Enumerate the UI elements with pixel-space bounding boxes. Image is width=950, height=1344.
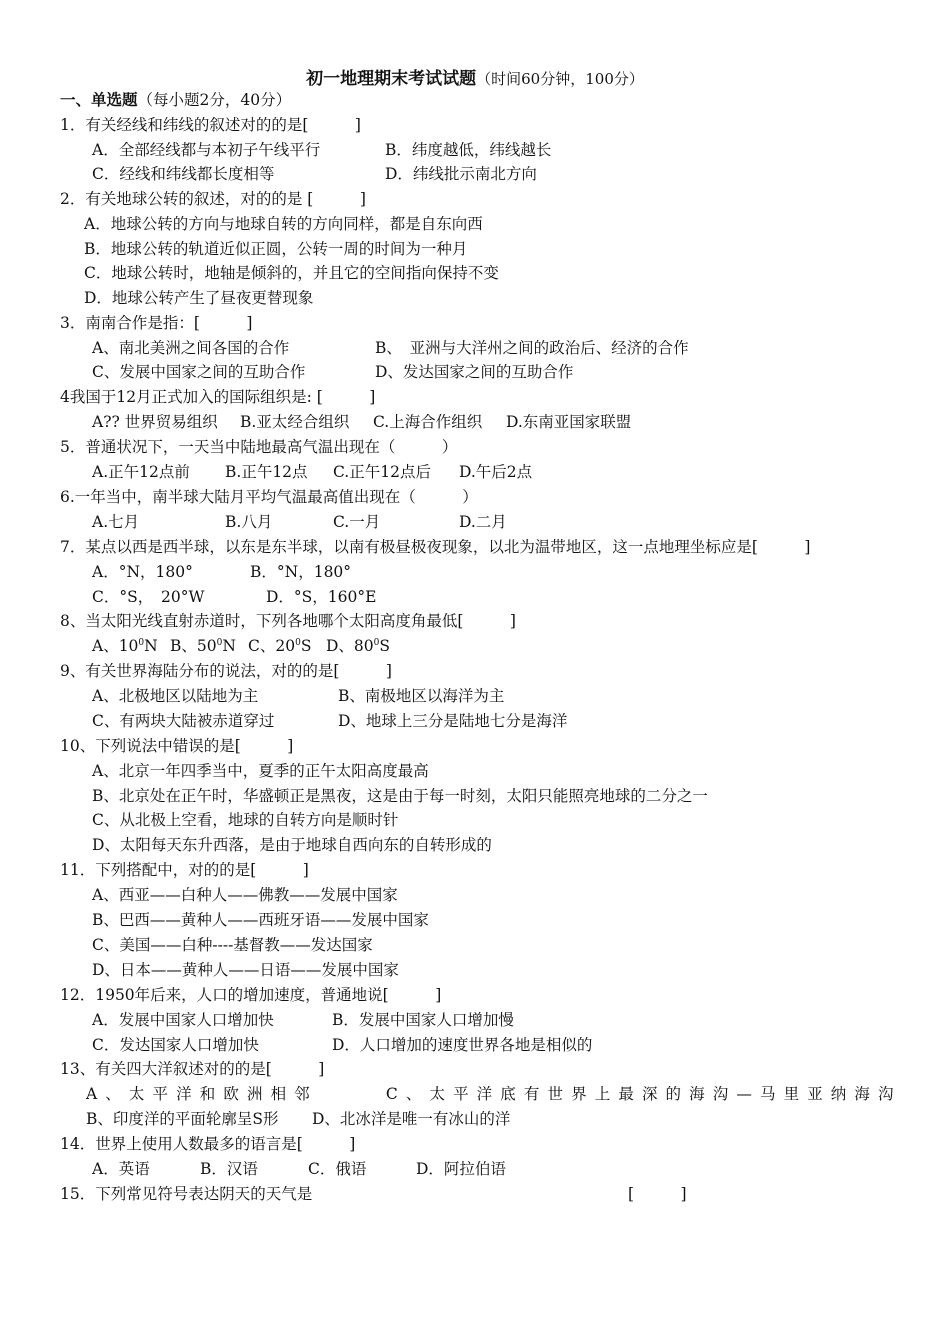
q13-c-char: 亚 xyxy=(807,1085,823,1103)
question-13-options-ac xyxy=(86,1082,894,1106)
section-heading xyxy=(60,88,291,112)
question-14-stem: 14．世界上使用人数最多的语言是[ ] xyxy=(60,1135,356,1153)
q13-gap xyxy=(318,1082,378,1106)
q13-c-char: 深 xyxy=(641,1085,658,1103)
question-1-option-d: D．纬线批示南北方向 xyxy=(385,165,537,183)
q8-c-hemisphere: S xyxy=(300,637,312,655)
question-7-option-d: D．°S，160°E xyxy=(266,588,377,606)
question-9-stem: 9、有关世界海陆分布的说法，对的的是[ ] xyxy=(60,662,392,680)
q13-a-char: 洲 xyxy=(246,1085,263,1103)
q13-c-char: 里 xyxy=(783,1085,800,1103)
q13-a-char: 、 xyxy=(105,1085,121,1103)
question-9-option-c: C、有两块大陆被赤道穿过 xyxy=(92,712,275,730)
q13-c-char: 上 xyxy=(594,1085,611,1103)
question-12-option-d: D．人口增加的速度世界各地是相似的 xyxy=(332,1036,593,1054)
question-6-option-b: B.八月 xyxy=(225,513,273,531)
question-6-option-d: D.二月 xyxy=(459,513,507,531)
question-1-stem: 1．有关经线和纬线的叙述对的的是[ ] xyxy=(60,116,361,134)
question-4-stem: 4我国于12月正式加入的国际组织是: [ ] xyxy=(60,388,376,406)
q13-c-char: 底 xyxy=(500,1085,516,1103)
q13-c-char: 海 xyxy=(689,1085,705,1103)
question-9-option-d: D、地球上三分是陆地七分是海洋 xyxy=(338,712,568,730)
question-2-option-c: C．地球公转时，地轴是倾斜的，并且它的空间指向保持不变 xyxy=(84,264,499,282)
q13-c-char: 的 xyxy=(665,1085,682,1103)
q8-a-value: A、10 xyxy=(92,637,139,655)
question-7-stem: 7．某点以西是西半球，以东是东半球，以南有极昼极夜现象，以北为温带地区，这一点地理坐标应是[ ] xyxy=(60,538,811,556)
question-14-option-d: D．阿拉伯语 xyxy=(416,1160,506,1178)
exam-title xyxy=(0,64,950,89)
question-6-option-a: A.七月 xyxy=(92,513,140,531)
q13-a-char: 平 xyxy=(152,1085,169,1103)
question-8-option-b xyxy=(170,634,236,658)
question-3-stem: 3．南南合作是指：[ ] xyxy=(60,314,253,332)
q13-c-char: — xyxy=(736,1085,752,1103)
q8-d-value: D、80 xyxy=(326,637,374,655)
q13-a-char: A xyxy=(86,1085,98,1103)
q13-a-char: 洋 xyxy=(176,1085,192,1103)
question-4-option-a: A?? 世界贸易组织 xyxy=(92,413,218,431)
title-sub: （时间60分钟，100分） xyxy=(476,70,644,88)
question-13-option-d: D、北冰洋是唯一有冰山的洋 xyxy=(312,1110,511,1128)
q8-b-value: B、50 xyxy=(170,637,217,655)
question-11-option-c: C、美国——白种----基督教——发达国家 xyxy=(92,936,373,954)
question-1-option-a: A．全部经线都与本初子午线平行 xyxy=(92,141,321,159)
q8-c-degree: 0 xyxy=(295,637,301,648)
question-15-answer-bracket: [ ] xyxy=(628,1185,687,1203)
question-4-option-d: D.东南亚国家联盟 xyxy=(506,413,632,431)
q13-c-char: 界 xyxy=(571,1085,587,1103)
question-12-option-b: B．发展中国家人口增加慢 xyxy=(332,1011,514,1029)
question-12-stem: 12．1950年后来，人口的增加速度，普通地说[ ] xyxy=(60,986,442,1004)
q8-d-degree: 0 xyxy=(373,637,380,648)
question-5-option-a: A.正午12点前 xyxy=(92,463,190,481)
question-6-stem: 6.一年当中，南半球大陆月平均气温最高值出现在（ ） xyxy=(60,488,478,506)
question-8-option-a xyxy=(92,634,158,658)
q13-c-char: 海 xyxy=(854,1085,870,1103)
question-11-option-d: D、日本——黄种人——日语——发展中国家 xyxy=(92,961,399,979)
question-12-option-a: A．发展中国家人口增加快 xyxy=(92,1011,274,1029)
section-note: （每小题2分，40分） xyxy=(137,91,292,109)
question-10-option-d: D、太阳每天东升西落，是由于地球自西向东的自转形成的 xyxy=(92,836,492,854)
question-11-stem: 11．下列搭配中，对的的是[ ] xyxy=(60,861,309,879)
question-7-option-b: B．°N，180° xyxy=(250,563,352,581)
section-label: 一、单选题 xyxy=(60,90,138,109)
question-5-option-d: D.午后2点 xyxy=(459,463,533,481)
question-13-option-b: B、印度洋的平面轮廓呈S形 xyxy=(86,1110,279,1128)
q13-c-char: 世 xyxy=(547,1085,564,1103)
question-12-option-c: C．发达国家人口增加快 xyxy=(92,1036,259,1054)
question-11-option-b: B、巴西——黄种人——西班牙语——发展中国家 xyxy=(92,911,429,929)
question-13-stem: 13、有关四大洋叙述对的的是[ ] xyxy=(60,1060,325,1078)
question-6-option-c: C.一月 xyxy=(333,513,381,531)
question-4-option-c: C.上海合作组织 xyxy=(373,413,483,431)
question-10-option-a: A、北京一年四季当中，夏季的正午太阳高度最高 xyxy=(92,762,429,780)
question-2-stem: 2．有关地球公转的叙述，对的的是 [ ] xyxy=(60,190,366,208)
q13-c-char: 有 xyxy=(523,1085,540,1103)
q8-d-hemisphere: S xyxy=(379,637,391,655)
question-4-option-b: B.亚太经合组织 xyxy=(240,413,350,431)
q13-a-char: 太 xyxy=(128,1085,145,1103)
question-8-option-c xyxy=(248,634,311,658)
q8-b-degree: 0 xyxy=(216,637,223,648)
question-15-stem: 15．下列常见符号表达阴天的天气是 xyxy=(60,1185,313,1203)
q13-c-char: 、 xyxy=(405,1085,422,1103)
question-7-option-c: C．°S， 20°W xyxy=(92,588,205,606)
question-3-option-a: A、南北美洲之间各国的合作 xyxy=(92,339,290,357)
question-14-option-a: A．英语 xyxy=(92,1160,150,1178)
question-1-option-b: B．纬度越低，纬线越长 xyxy=(385,141,552,159)
question-7-option-a: A．°N，180° xyxy=(92,563,193,581)
question-11-option-a: A、西亚——白种人——佛教——发展中国家 xyxy=(92,886,398,904)
q8-b-hemisphere: N xyxy=(222,637,236,655)
q13-a-char: 和 xyxy=(199,1085,216,1103)
q13-c-char: 最 xyxy=(618,1085,634,1103)
question-5-option-b: B.正午12点 xyxy=(225,463,308,481)
q13-c-char: 平 xyxy=(453,1085,469,1103)
q8-a-degree: 0 xyxy=(138,637,145,648)
q8-a-hemisphere: N xyxy=(144,637,158,655)
q13-a-char: 相 xyxy=(270,1085,287,1103)
q13-c-char: 洋 xyxy=(476,1085,493,1103)
question-1-option-c: C．经线和纬线都长度相等 xyxy=(92,165,275,183)
question-14-option-b: B．汉语 xyxy=(200,1160,258,1178)
title-main: 初一地理期末考试试题 xyxy=(306,69,477,89)
q13-c-char: 沟 xyxy=(878,1085,894,1103)
q13-c-char: 太 xyxy=(429,1085,445,1103)
question-10-option-c: C、从北极上空看，地球的自转方向是顺时针 xyxy=(92,811,399,829)
question-5-option-c: C.正午12点后 xyxy=(333,463,431,481)
question-3-option-b: B、 亚洲与大洋州之间的政治后、经济的合作 xyxy=(375,339,689,357)
q13-c-char: C xyxy=(385,1085,398,1103)
question-9-option-a: A、北极地区以陆地为主 xyxy=(92,687,259,705)
q13-c-char: 沟 xyxy=(712,1085,729,1103)
q13-a-char: 欧 xyxy=(223,1085,239,1103)
question-9-option-b: B、南极地区以海洋为主 xyxy=(338,687,505,705)
question-2-option-a: A．地球公转的方向与地球自转的方向同样，都是自东向西 xyxy=(84,215,483,233)
question-8-option-d xyxy=(326,634,390,658)
q13-c-char: 马 xyxy=(759,1085,776,1103)
question-2-option-d: D．地球公转产生了昼夜更替现象 xyxy=(84,289,314,307)
question-3-option-d: D、发达国家之间的互助合作 xyxy=(375,363,574,381)
q8-c-value: C、20 xyxy=(248,637,296,655)
question-2-option-b: B．地球公转的轨道近似正圆，公转一周的时间为一种月 xyxy=(84,240,468,258)
question-3-option-c: C、发展中国家之间的互助合作 xyxy=(92,363,306,381)
q13-a-char: 邻 xyxy=(294,1085,310,1103)
question-8-stem: 8、当太阳光线直射赤道时，下列各地哪个太阳高度角最低[ ] xyxy=(60,612,516,630)
question-10-option-b: B、北京处在正午时，华盛顿正是黑夜，这是由于每一时刻，太阳只能照亮地球的二分之一 xyxy=(92,787,708,805)
question-5-stem: 5．普通状况下，一天当中陆地最高气温出现在（ ） xyxy=(60,438,458,456)
question-10-stem: 10、下列说法中错误的是[ ] xyxy=(60,737,294,755)
question-14-option-c: C．俄语 xyxy=(308,1160,367,1178)
q13-c-char: 纳 xyxy=(830,1085,847,1103)
